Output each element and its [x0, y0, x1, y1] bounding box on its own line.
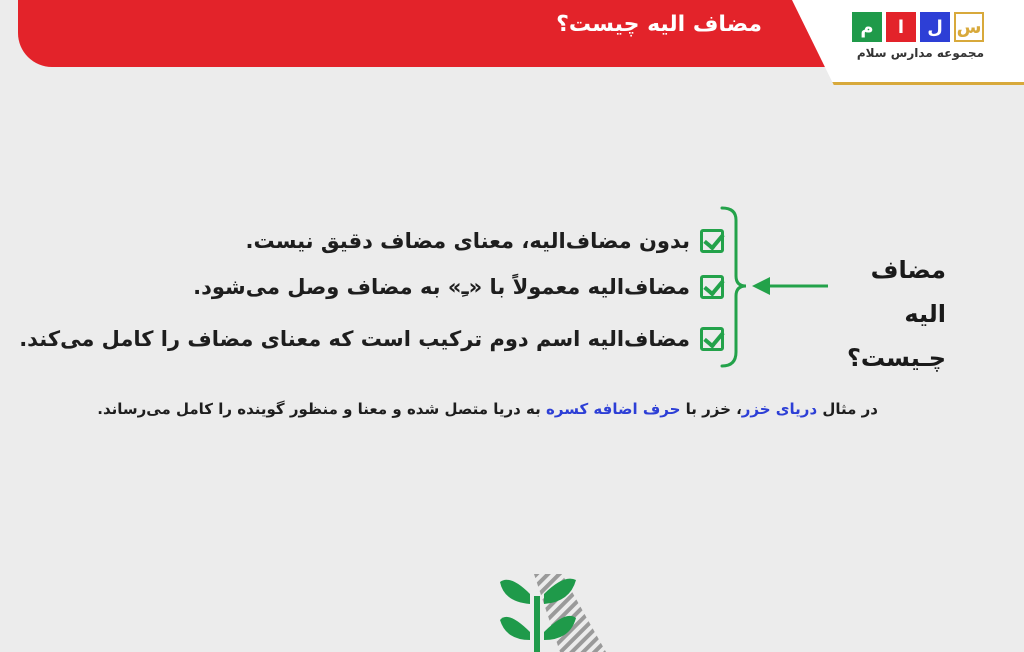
- checkbox-check-icon: [700, 327, 724, 351]
- logo-subtitle: مجموعه مدارس سلام: [856, 46, 984, 60]
- bullet-text-1: بدون مضاف‌الیه، معنای مضاف دقیق نیست.: [245, 229, 690, 253]
- example-part-3: به دریا متصل شده و معنا و منظور گوینده را کامل می‌رساند.: [97, 400, 547, 418]
- bullet-row-2: [193, 270, 724, 304]
- example-highlight-1: دریای خزر: [741, 400, 818, 418]
- checkbox-check-icon: [700, 229, 724, 253]
- bullet-row-3: [19, 322, 724, 356]
- example-part-2: ، خزر با: [680, 400, 742, 418]
- logo-letter-sin: س: [954, 12, 984, 42]
- arrow-left-icon: [752, 277, 828, 295]
- curly-brace: [722, 208, 746, 366]
- question-line-2: چـیست؟: [846, 344, 946, 372]
- bullet-row-1: [246, 224, 725, 258]
- logo-letter-alef: ا: [886, 12, 916, 42]
- question-line-1: مضاف الیه: [870, 256, 946, 328]
- example-highlight-2: حرف اضافه کسره: [546, 400, 681, 418]
- bullet-text-3: مضاف‌الیه اسم دوم ترکیب است که معنای مضاف را کامل می‌کند.: [19, 327, 690, 351]
- bullet-text-2: مضاف‌الیه معمولاً با «ـِ» به مضاف وصل می‌شود.: [193, 275, 690, 299]
- example-part-1: در مثال: [817, 400, 878, 418]
- example-sentence: [97, 400, 878, 418]
- logo-letter-lam: ل: [920, 12, 950, 42]
- page-title: مضاف الیه چیست؟: [556, 12, 762, 37]
- logo-letter-mim: م: [852, 12, 882, 42]
- checkbox-check-icon: [700, 275, 724, 299]
- plant-leaves-icon: [500, 574, 610, 652]
